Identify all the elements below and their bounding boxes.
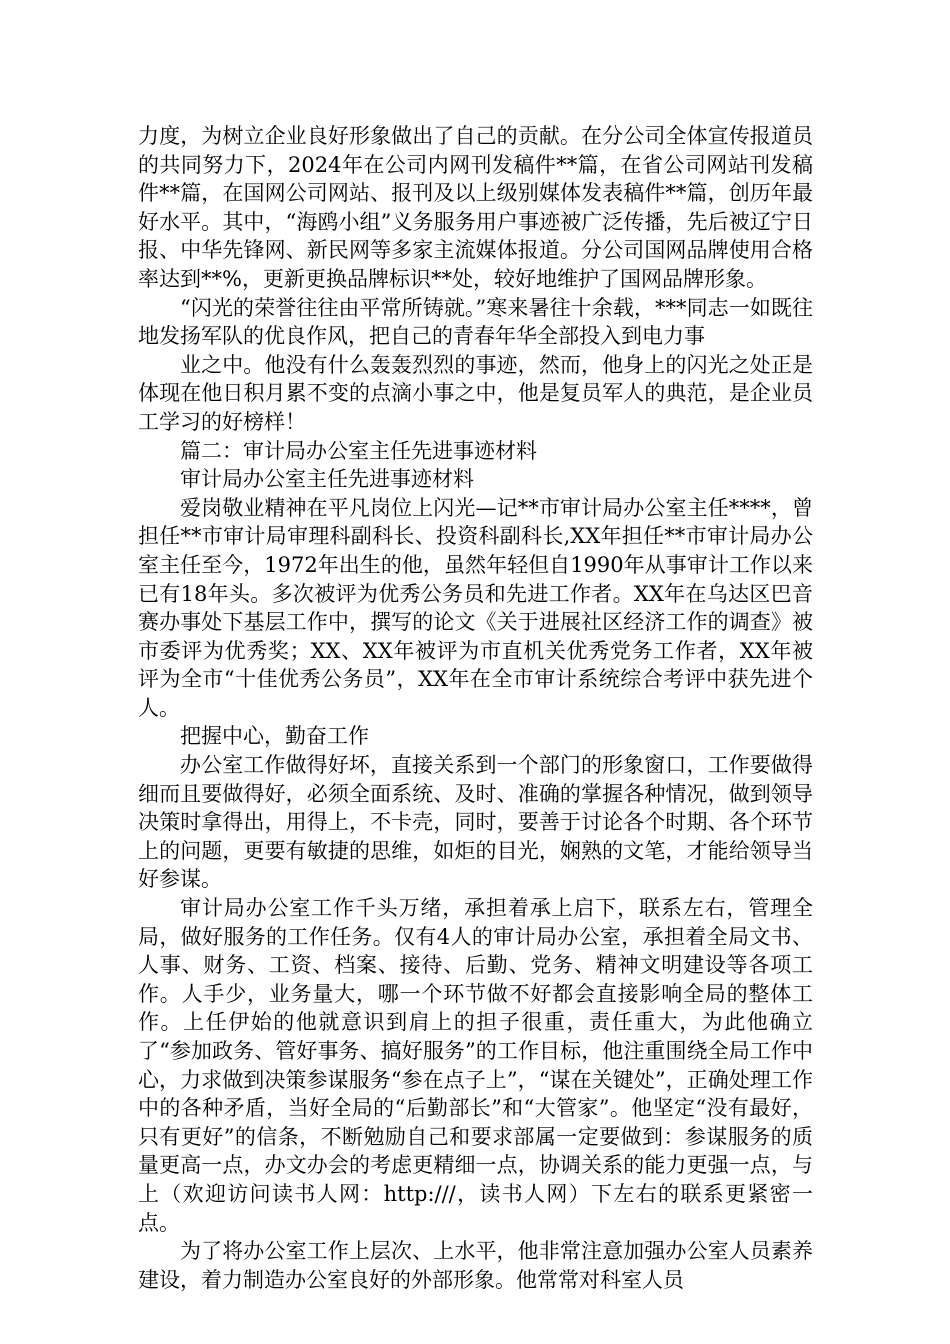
paragraph-brand-image: 力度，为树立企业良好形象做出了自己的贡献。在分公司全体宣传报道员的共同努力下，2024年在公司内网刊发稿件**篇，在省公司网站刊发稿件**篇，在国网公司网站、报刊及以上级别媒体发表稿件**篇，创历年最好水平。其中，“海鸥小组”义务服务用户事迹被广泛传播，先后被辽宁日报、中华先锋网、新民网等多家主流媒体报道。分公司国网品牌使用合格率达到**%，更新更换品牌标识**处，较好地维护了国网品牌形象。 [138,124,813,291]
paragraph-staff-building: 为了将办公室工作上层次、上水平，他非常注意加强办公室人员素养建设，着力制造办公室良好的外部形象。他常常对科室人员 [138,1239,813,1292]
section-title: 审计局办公室主任先进事迹材料 [180,467,474,492]
document-body [138,122,813,1294]
paragraph-office-work: 办公室工作做得好坏，直接关系到一个部门的形象窗口，工作要做得细而且要做得好，必须全面系统、及时、准确的掌握各种情况，做到领导决策时拿得出，用得上，不卡壳，同时，要善于讨论各个时期、各个环节上的问题，更要有敏捷的思维，如炬的目光，娴熟的文笔，才能给领导当好参谋。 [138,753,813,892]
section-heading-part-two: 篇二：审计局办公室主任先进事迹材料 [180,438,537,463]
paragraph-profile: 爱岗敬业精神在平凡岗位上闪光—记**市审计局办公室主任****，曾担任**市审计局审理科副科长、投资科副科长,XX年担任**市审计局办公室主任至今，1972年出生的他，虽然年轻但自1990年从事审计工作以来已有18年头。多次被评为优秀公务员和先进工作者。XX年在乌达区巴音赛办事处下基层工作中，撰写的论文《关于进展社区经济工作的调查》被市委评为优秀奖；XX、XX年被评为市直机关优秀党务工作者，XX年被评为全市“十佳优秀公务员”，XX年在全市审计系统综合考评中获先进个人。 [138,495,813,720]
subheading-focus-work: 把握中心，勤奋工作 [180,724,369,749]
paragraph-office-duties: 审计局办公室工作千头万绪，承担着承上启下，联系左右，管理全局，做好服务的工作任务。仅有4人的审计局办公室，承担着全局文书、人事、财务、工资、档案、接待、后勤、党务、精神文明建设等各项工作。人手少，业务量大，哪一个环节做不好都会直接影响全局的整体工作。上任伊始的他就意识到肩上的担子很重，责任重大，为此他确立了“参加政务、管好事务、搞好服务”的工作目标，他注重围绕全局工作中心，力求做到决策参谋服务“参在点子上”，“谋在关键处”，正确处理工作中的各种矛盾，当好全局的“后勤部长”和“大管家”。他坚定“没有最好，只有更好”的信条，不断勉励自己和要求部属一定要做到：参谋服务的质量更高一点，办文办会的考虑更精细一点，协调关系的能力更强一点，与上（欢迎访问读书人网：http:///，读书人网）下左右的联系更紧密一点。 [138,896,813,1235]
paragraph-role-model: 业之中。他没有什么轰轰烈烈的事迹，然而，他身上的闪光之处正是体现在他日积月累不变的点滴小事之中，他是复员军人的典范，是企业员工学习的好榜样！ [138,352,813,434]
paragraph-honor-quote: “闪光的荣誉往往由平常所铸就。”寒来暑往十余载，***同志一如既往地发扬军队的优良作风，把自己的青春年华全部投入到电力事 [138,295,813,349]
